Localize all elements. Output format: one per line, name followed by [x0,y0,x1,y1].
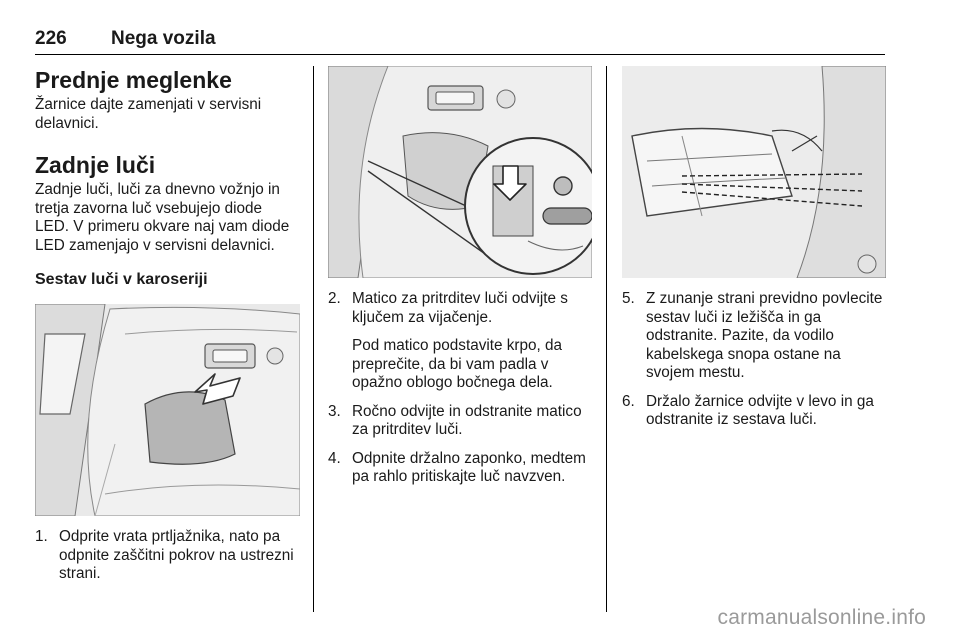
steps-list-col1 [35,528,300,584]
header-rule [35,54,885,55]
steps-list-col3 [622,290,886,430]
rear-lights-text: Zadnje luči, luči za dnevno vožnjo in tretja zavorna luč vsebujejo diode LED. V primeru okvare naj vam diode LED zamenjajo v servisni delavnici. [35,181,290,254]
page-number: 226 [35,28,67,49]
section-title-front-fog: Prednje meglenke [35,67,232,93]
step-3 [328,403,592,440]
light-assembly-illustration [622,66,886,278]
step-number: 4. [328,449,341,467]
column-3 [622,66,886,430]
running-title: Nega vozila [111,28,216,49]
front-fog-text: Žarnice dajte zamenjati v servisni delavnici. [35,96,262,132]
step-text: Držalo žarnice odvijte v levo in ga odstranite iz sestava luči. [646,392,874,428]
watermark: carmanualsonline.info [717,606,926,629]
steps-list-col2 [328,290,592,487]
step-continuation: Pod matico podstavite krpo, da preprečite, da bi vam padla v opažno oblogo bočnega dela. [352,337,563,391]
step-number: 2. [328,290,341,307]
step-number: 6. [622,392,635,410]
step-text: Ročno odvijte in odstranite matico za pritrditev luči. [352,402,582,438]
section-title-rear-lights: Zadnje luči [35,152,156,178]
step-number: 5. [622,290,635,307]
column-2 [328,66,592,487]
step-5 [622,290,886,383]
column-1 [35,66,300,584]
nut-removal-illustration [328,66,592,278]
step-text: Odprite vrata prtljažnika, nato pa odpnite zaščitni pokrov na ustrezni strani. [59,528,294,582]
page-header [35,28,885,54]
step-text: Z zunanje strani previdno povlecite sestav luči iz ležišča in ga odstranite. Pazite, da vodilo kabelskega snopa ostane na svojem mestu. [646,290,883,381]
step-6 [622,393,886,430]
step-number: 3. [328,402,341,420]
column-divider-2 [606,66,607,612]
step-2 [328,290,592,393]
step-4 [328,450,592,487]
step-1 [35,528,300,584]
subsection-title-body-light-assembly: Sestav luči v karoseriji [35,271,208,288]
column-divider-1 [313,66,314,612]
step-text: Matico za pritrditev luči odvijte s ključem za vijačenje. [352,290,568,326]
step-text: Odpnite držalno zaponko, medtem pa rahlo pritiskajte luč navzven. [352,449,586,485]
step-number: 1. [35,528,48,545]
trunk-cover-illustration [35,304,300,516]
